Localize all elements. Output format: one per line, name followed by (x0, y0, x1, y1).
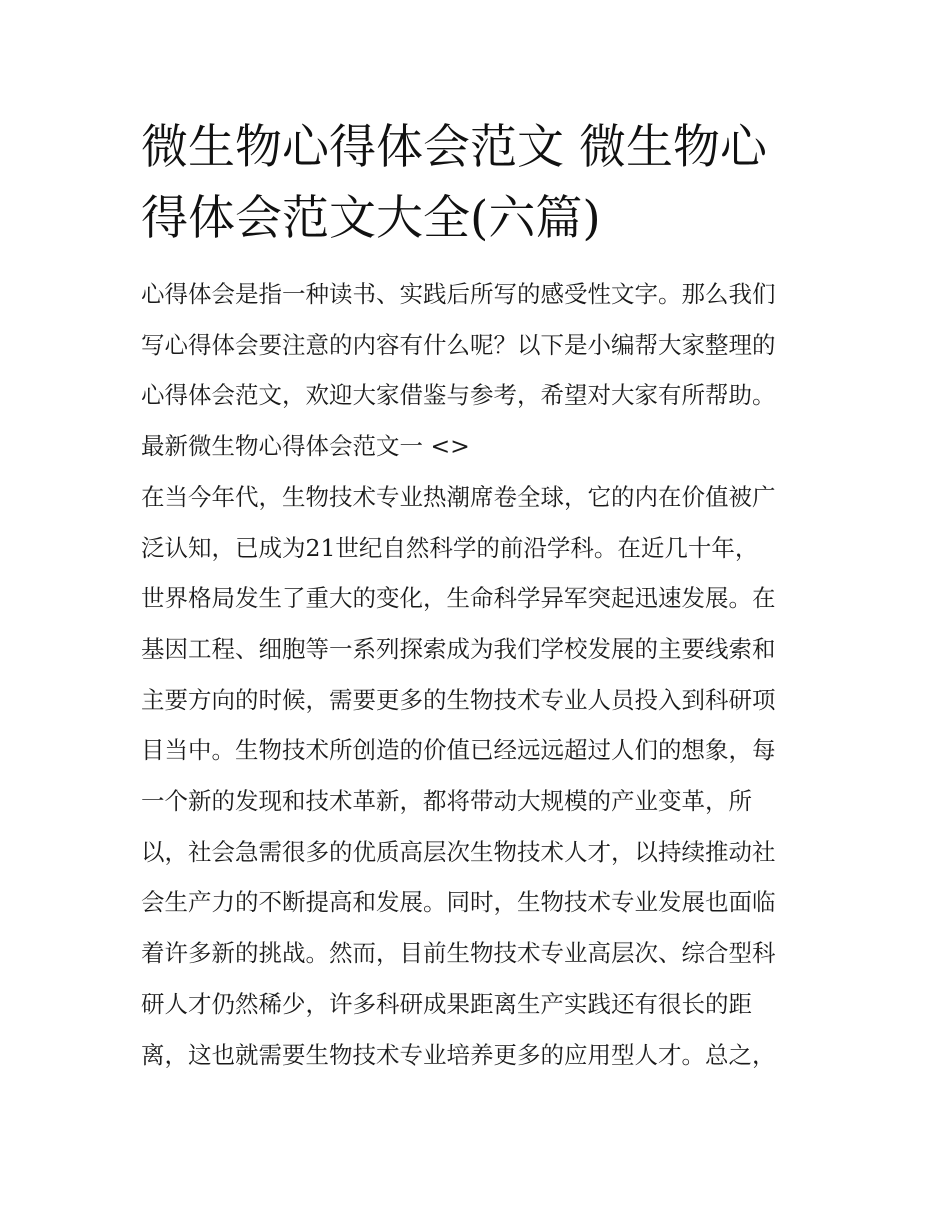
body-line: 离，这也就需要生物技术专业培养更多的应用型人才。总之， (141, 1040, 776, 1069)
document-body (141, 269, 816, 1080)
body-line: 着许多新的挑战。然而，目前生物技术专业高层次、综合型科 (141, 939, 776, 968)
body-line: 研人才仍然稀少，许多科研成果距离生产实践还有很长的距 (141, 989, 752, 1018)
body-line: 世界格局发生了重大的变化，生命科学异军突起迅速发展。在 (141, 584, 776, 613)
body-line: 主要方向的时候，需要更多的生物技术专业人员投入到科研项 (141, 685, 776, 714)
intro-line: 写心得体会要注意的内容有什么呢？以下是小编帮大家整理的 (141, 330, 776, 359)
intro-line: 心得体会是指一种读书、实践后所写的感受性文字。那么我们 (141, 280, 776, 308)
body-line: 以，社会急需很多的优质高层次生物技术人才，以持续推动社 (141, 837, 776, 866)
document-content (141, 112, 816, 1080)
body-line: 目当中。生物技术所创造的价值已经远远超过人们的想象，每 (141, 736, 776, 765)
body-line: 泛认知，已成为21世纪自然科学的前沿学科。在近几十年， (141, 533, 759, 562)
section-heading: 最新微生物心得体会范文一 <> (141, 432, 470, 461)
body-line: 在当今年代，生物技术专业热潮席卷全球，它的内在价值被广 (141, 482, 776, 511)
intro-line: 心得体会范文，欢迎大家借鉴与参考，希望对大家有所帮助。 (141, 381, 776, 410)
body-line: 会生产力的不断提高和发展。同时，生物技术专业发展也面临 (141, 888, 776, 917)
title-line: 得体会范文大全(六篇) (141, 191, 601, 246)
document-title (141, 112, 816, 254)
body-line: 基因工程、细胞等一系列探索成为我们学校发展的主要线索和 (141, 634, 776, 663)
body-line: 一个新的发现和技术革新，都将带动大规模的产业变革，所 (141, 787, 752, 816)
title-line: 微生物心得体会范文 微生物心 (141, 120, 767, 175)
